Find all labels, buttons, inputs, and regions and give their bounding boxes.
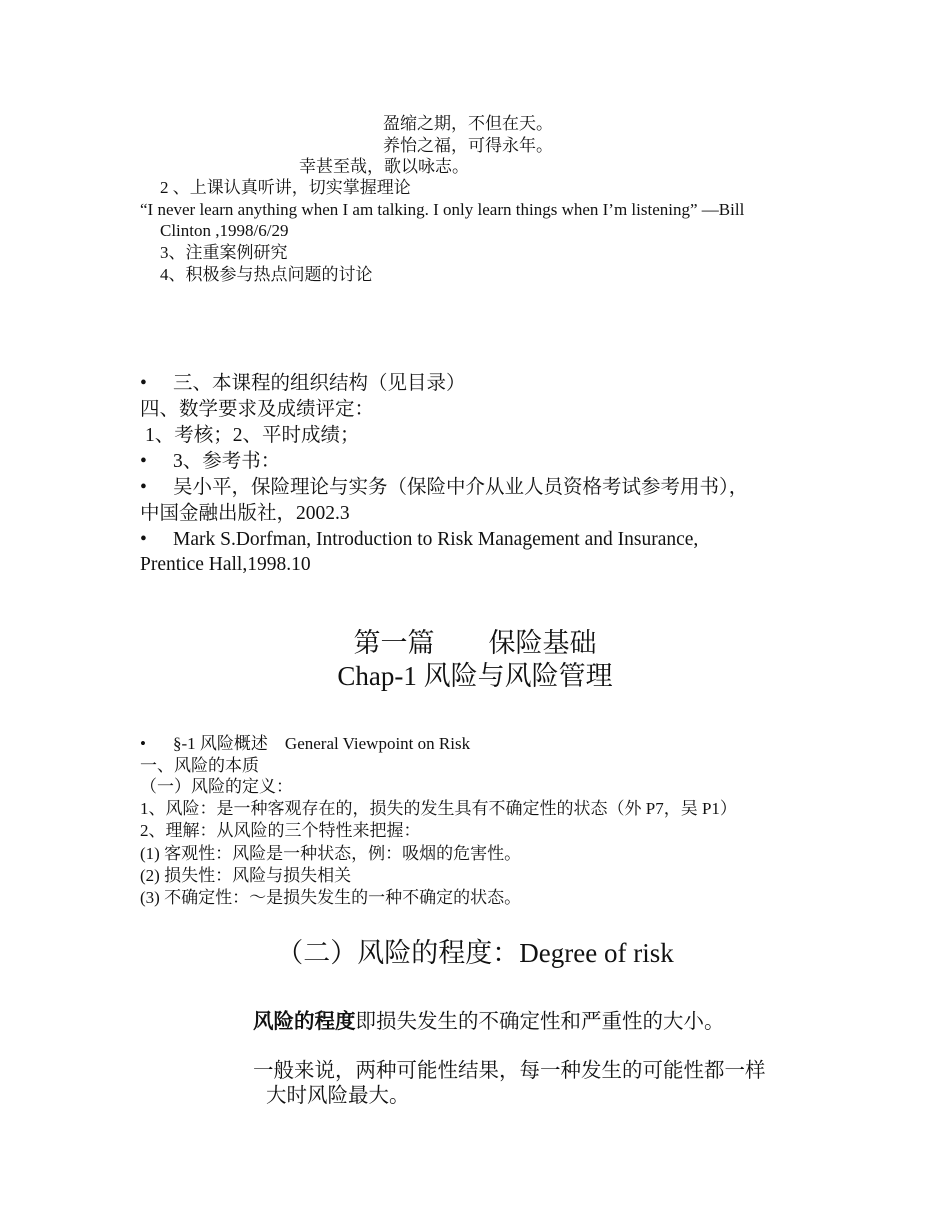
reference-1-line-2: 中国金融出版社，2002.3 — [140, 503, 350, 524]
reference-1-line-1: 吴小平，保险理论与实务（保险中介从业人员资格考试参考用书）， — [173, 477, 749, 498]
degree-note-line-2: 大时风险最大。 — [266, 1085, 410, 1107]
degree-definition-text: 即损失发生的不确定性和严重性的大小。 — [355, 1011, 725, 1033]
poem-line-2: 养怡之福，可得永年。 — [383, 136, 553, 155]
quote-line-1: “I never learn anything when I am talking. I only learn things when I’m listening” —Bill — [140, 200, 745, 219]
part-title: 第一篇 保险基础 — [353, 628, 597, 658]
definition-title: （一）风险的定义： — [140, 777, 293, 796]
definition-2: 2、理解：从风险的三个特性来把握： — [140, 821, 421, 840]
study-item-2: 2 、上课认真听讲，切实掌握理论 — [160, 178, 411, 197]
study-item-4: 4、积极参与热点问题的讨论 — [160, 265, 373, 284]
trait-uncertainty: (3) 不确定性：～是损失发生的一种不确定的状态。 — [140, 888, 522, 907]
bullet-structure: • — [140, 373, 147, 394]
bullet-ref-1: • — [140, 477, 147, 498]
risk-essence: 一、风险的本质 — [140, 756, 259, 775]
poem-line-3: 幸甚至哉，歌以咏志。 — [299, 157, 469, 176]
degree-heading: （二）风险的程度：Degree of risk — [276, 938, 674, 968]
math-requirements: 四、数学要求及成绩评定： — [140, 399, 375, 420]
trait-objectivity: (1) 客观性：风险是一种状态，例：吸烟的危害性。 — [140, 844, 522, 863]
study-item-3: 3、注重案例研究 — [160, 243, 288, 262]
reference-2-line-1: Mark S.Dorfman, Introduction to Risk Management and Insurance, — [173, 529, 699, 550]
degree-term: 风险的程度 — [253, 1011, 356, 1033]
bullet-refs: • — [140, 451, 147, 472]
course-structure: 三、本课程的组织结构（见目录） — [173, 373, 466, 394]
grading: 1、考核；2、平时成绩； — [145, 425, 360, 446]
definition-1: 1、风险：是一种客观存在的，损失的发生具有不确定性的状态（外 P7，吴 P1） — [140, 799, 737, 818]
poem-line-1: 盈缩之期，不但在天。 — [383, 114, 553, 133]
degree-note-line-1: 一般来说，两种可能性结果，每一种发生的可能性都一样 — [253, 1060, 766, 1082]
section-1-heading: §-1 风险概述 General Viewpoint on Risk — [173, 734, 471, 753]
bullet-ref-2: • — [140, 529, 147, 550]
references-heading: 3、参考书： — [173, 451, 281, 472]
quote-line-2: Clinton ,1998/6/29 — [160, 221, 289, 240]
degree-definition — [253, 1010, 725, 1035]
chapter-title: Chap-1 风险与风险管理 — [337, 661, 613, 691]
bullet-section-1: • — [140, 734, 146, 753]
reference-2-line-2: Prentice Hall,1998.10 — [140, 554, 311, 575]
trait-loss: (2) 损失性：风险与损失相关 — [140, 866, 352, 885]
